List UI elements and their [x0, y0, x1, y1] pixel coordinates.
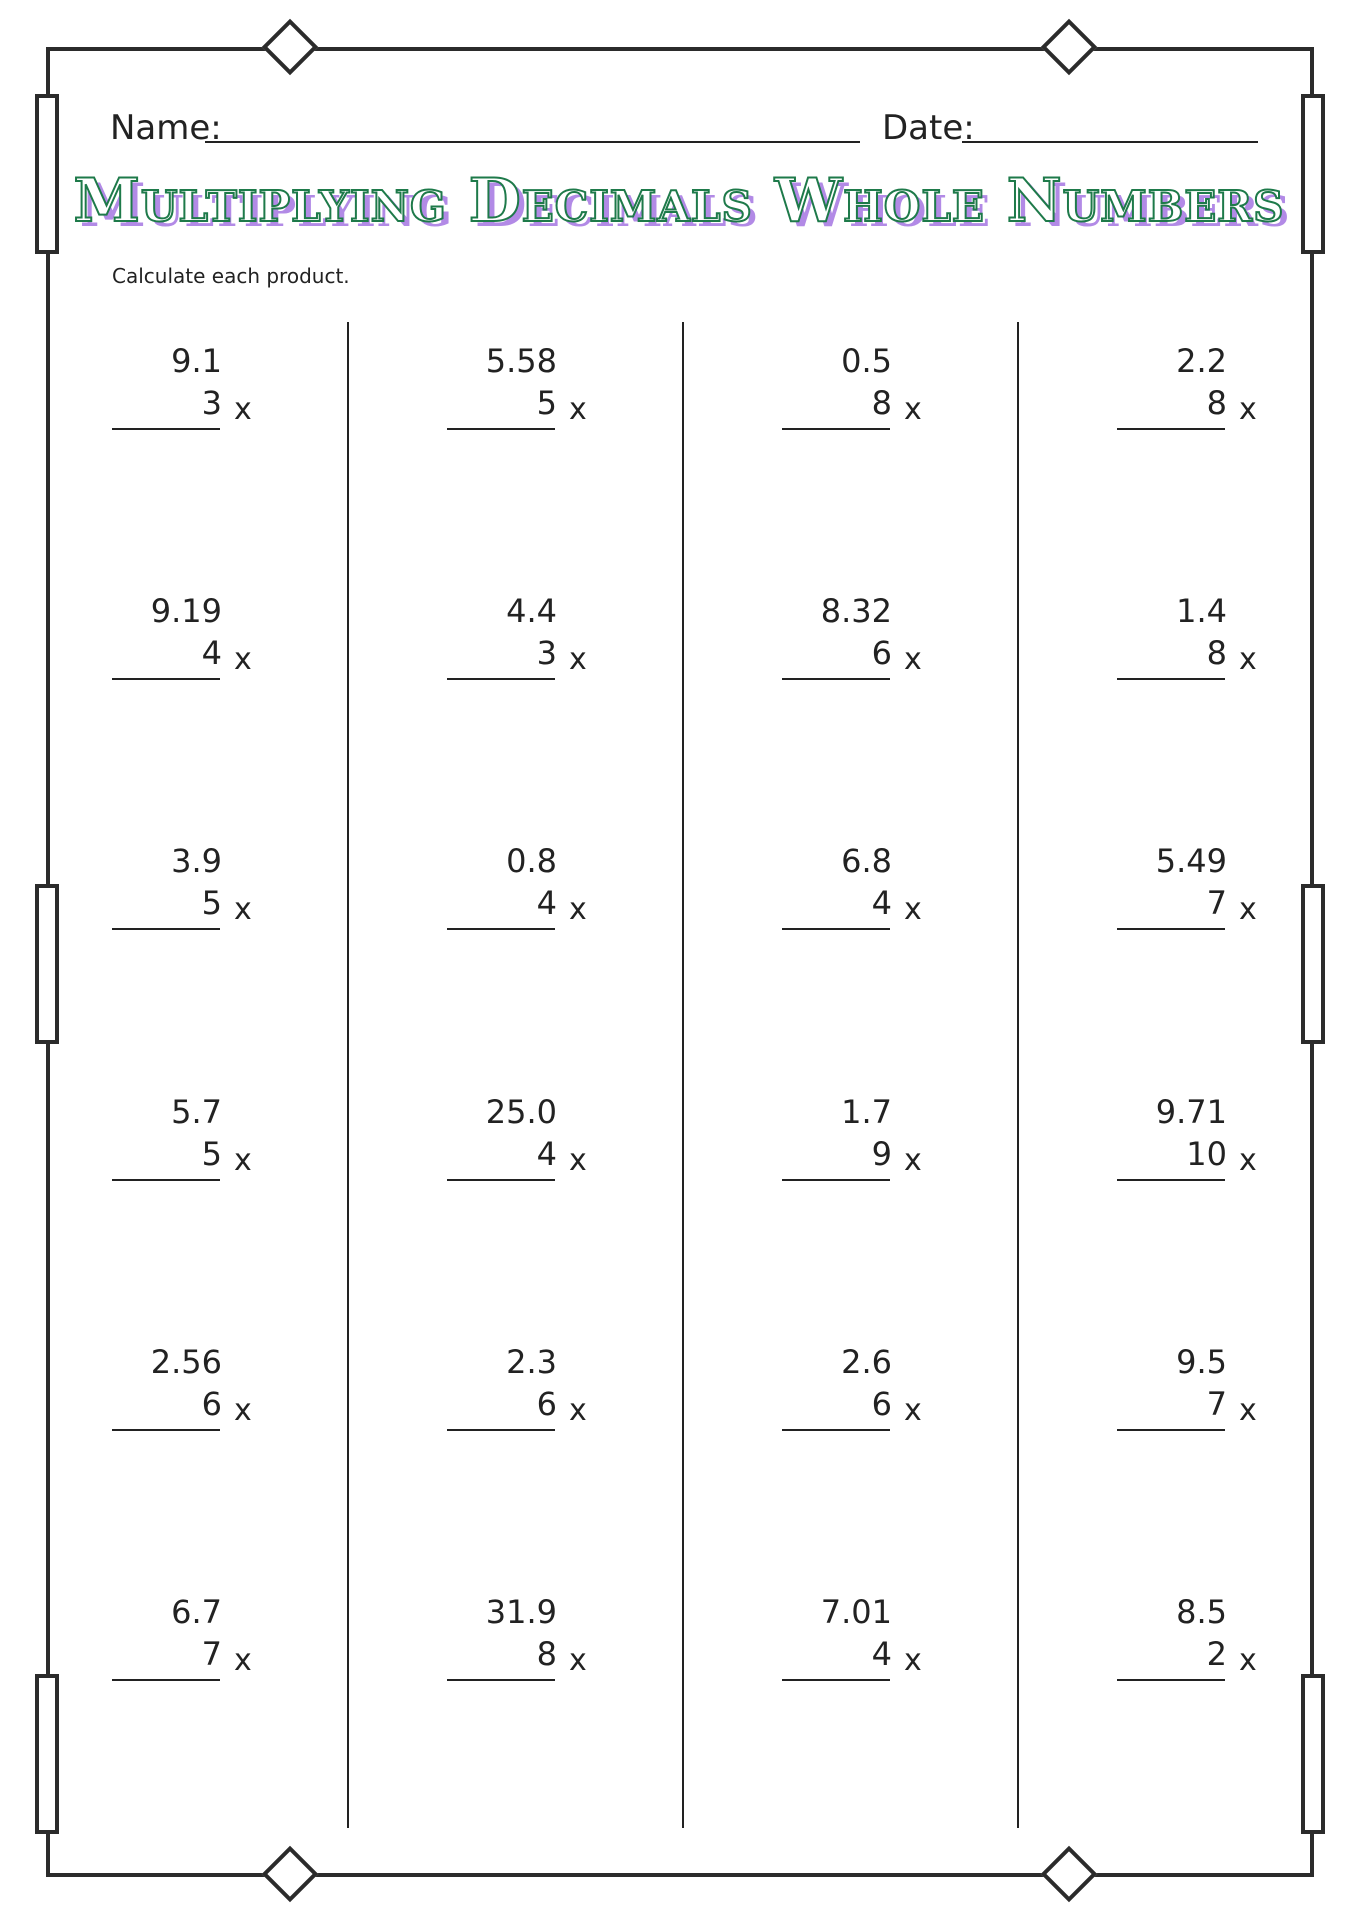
multiplier: 7 — [1206, 1385, 1227, 1423]
answer-line[interactable] — [447, 1429, 555, 1431]
multiply-sign: x — [904, 1143, 922, 1178]
multiplier: 9 — [871, 1135, 892, 1173]
multiply-sign: x — [234, 1393, 252, 1428]
multiplicand: 1.7 — [841, 1093, 892, 1131]
multiplier: 6 — [871, 634, 892, 672]
multiplier: 5 — [201, 884, 222, 922]
multiply-sign: x — [1239, 892, 1257, 927]
answer-line[interactable] — [1117, 678, 1225, 680]
multiplier: 4 — [201, 634, 222, 672]
multiplicand: 9.5 — [1176, 1343, 1227, 1381]
problem-item — [112, 342, 262, 432]
answer-line[interactable] — [112, 1429, 220, 1431]
multiplicand: 6.7 — [171, 1593, 222, 1631]
multiplier: 8 — [1206, 634, 1227, 672]
answer-line[interactable] — [447, 928, 555, 930]
column-divider — [347, 322, 349, 1828]
multiply-sign: x — [904, 1643, 922, 1678]
problem-item — [1117, 592, 1267, 682]
multiply-sign: x — [569, 1643, 587, 1678]
answer-line[interactable] — [782, 1429, 890, 1431]
answer-line[interactable] — [447, 678, 555, 680]
problem-item — [447, 1093, 597, 1183]
answer-line[interactable] — [1117, 1179, 1225, 1181]
answer-line[interactable] — [112, 678, 220, 680]
problem-item — [447, 1593, 597, 1683]
answer-line[interactable] — [1117, 428, 1225, 430]
multiply-sign: x — [569, 392, 587, 427]
multiplicand: 9.1 — [171, 342, 222, 380]
multiplier: 3 — [536, 634, 557, 672]
multiplier: 2 — [1206, 1635, 1227, 1673]
multiplicand: 9.71 — [1155, 1093, 1227, 1131]
multiply-sign: x — [234, 1643, 252, 1678]
multiply-sign: x — [904, 392, 922, 427]
multiplicand: 1.4 — [1176, 592, 1227, 630]
multiplicand: 0.5 — [841, 342, 892, 380]
answer-line[interactable] — [782, 928, 890, 930]
multiplicand: 5.58 — [485, 342, 557, 380]
multiplicand: 8.5 — [1176, 1593, 1227, 1631]
multiplicand: 2.3 — [506, 1343, 557, 1381]
problem-item — [1117, 342, 1267, 432]
column-divider — [682, 322, 684, 1828]
multiplicand: 7.01 — [820, 1593, 892, 1631]
answer-line[interactable] — [112, 428, 220, 430]
border-tab — [1301, 1674, 1325, 1834]
multiply-sign: x — [904, 642, 922, 677]
multiplicand: 2.6 — [841, 1343, 892, 1381]
date-field[interactable] — [962, 141, 1258, 143]
multiplicand: 6.8 — [841, 842, 892, 880]
multiplier: 4 — [871, 1635, 892, 1673]
multiplicand: 4.4 — [506, 592, 557, 630]
multiplier: 8 — [871, 384, 892, 422]
problem-item — [782, 1593, 932, 1683]
worksheet-title: Multiplying Decimals Whole Numbers — [73, 166, 1285, 236]
multiplicand: 0.8 — [506, 842, 557, 880]
multiplicand: 9.19 — [150, 592, 222, 630]
problem-item — [782, 592, 932, 682]
border-tab — [1301, 884, 1325, 1044]
multiply-sign: x — [1239, 1643, 1257, 1678]
problem-item — [1117, 842, 1267, 932]
answer-line[interactable] — [112, 928, 220, 930]
multiply-sign: x — [234, 892, 252, 927]
problem-item — [447, 592, 597, 682]
problem-item — [782, 842, 932, 932]
multiplier: 3 — [201, 384, 222, 422]
multiply-sign: x — [904, 1393, 922, 1428]
answer-line[interactable] — [447, 1179, 555, 1181]
answer-line[interactable] — [782, 1179, 890, 1181]
multiplicand: 2.2 — [1176, 342, 1227, 380]
answer-line[interactable] — [782, 678, 890, 680]
answer-line[interactable] — [112, 1179, 220, 1181]
problem-item — [447, 1343, 597, 1433]
problem-item — [447, 342, 597, 432]
border-tab — [35, 884, 59, 1044]
multiplier: 8 — [1206, 384, 1227, 422]
problem-item — [782, 1093, 932, 1183]
name-label: Name: — [110, 108, 222, 148]
multiply-sign: x — [904, 892, 922, 927]
problem-item — [112, 1343, 262, 1433]
answer-line[interactable] — [782, 1679, 890, 1681]
multiplicand: 3.9 — [171, 842, 222, 880]
multiplicand: 8.32 — [820, 592, 892, 630]
multiplicand: 5.49 — [1155, 842, 1227, 880]
answer-line[interactable] — [782, 428, 890, 430]
problem-item — [782, 342, 932, 432]
multiplier: 5 — [201, 1135, 222, 1173]
multiplier: 4 — [536, 1135, 557, 1173]
problem-item — [112, 1593, 262, 1683]
multiply-sign: x — [1239, 392, 1257, 427]
multiply-sign: x — [569, 1393, 587, 1428]
multiplicand: 31.9 — [485, 1593, 557, 1631]
multiplier: 8 — [536, 1635, 557, 1673]
multiplicand: 2.56 — [150, 1343, 222, 1381]
multiply-sign: x — [569, 1143, 587, 1178]
multiply-sign: x — [569, 892, 587, 927]
answer-line[interactable] — [1117, 928, 1225, 930]
multiplier: 5 — [536, 384, 557, 422]
multiplier: 4 — [536, 884, 557, 922]
multiply-sign: x — [234, 392, 252, 427]
multiply-sign: x — [1239, 642, 1257, 677]
column-divider — [1017, 322, 1019, 1828]
multiply-sign: x — [1239, 1393, 1257, 1428]
multiplier: 6 — [536, 1385, 557, 1423]
name-field[interactable] — [205, 141, 860, 143]
date-label: Date: — [882, 108, 975, 148]
multiplier: 6 — [871, 1385, 892, 1423]
multiplier: 4 — [871, 884, 892, 922]
instructions: Calculate each product. — [112, 264, 350, 288]
multiply-sign: x — [569, 642, 587, 677]
problem-item — [782, 1343, 932, 1433]
answer-line[interactable] — [1117, 1679, 1225, 1681]
multiplier: 7 — [1206, 884, 1227, 922]
multiplier: 7 — [201, 1635, 222, 1673]
problem-item — [447, 842, 597, 932]
problem-item — [112, 592, 262, 682]
multiplicand: 25.0 — [485, 1093, 557, 1131]
multiply-sign: x — [234, 642, 252, 677]
multiplicand: 5.7 — [171, 1093, 222, 1131]
answer-line[interactable] — [1117, 1429, 1225, 1431]
problem-item — [112, 1093, 262, 1183]
problem-item — [1117, 1093, 1267, 1183]
problem-item — [112, 842, 262, 932]
problem-item — [1117, 1593, 1267, 1683]
multiply-sign: x — [1239, 1143, 1257, 1178]
border-tab — [35, 1674, 59, 1834]
answer-line[interactable] — [447, 428, 555, 430]
problem-item — [1117, 1343, 1267, 1433]
answer-line[interactable] — [447, 1679, 555, 1681]
answer-line[interactable] — [112, 1679, 220, 1681]
multiplier: 10 — [1186, 1135, 1227, 1173]
multiplier: 6 — [201, 1385, 222, 1423]
multiply-sign: x — [234, 1143, 252, 1178]
